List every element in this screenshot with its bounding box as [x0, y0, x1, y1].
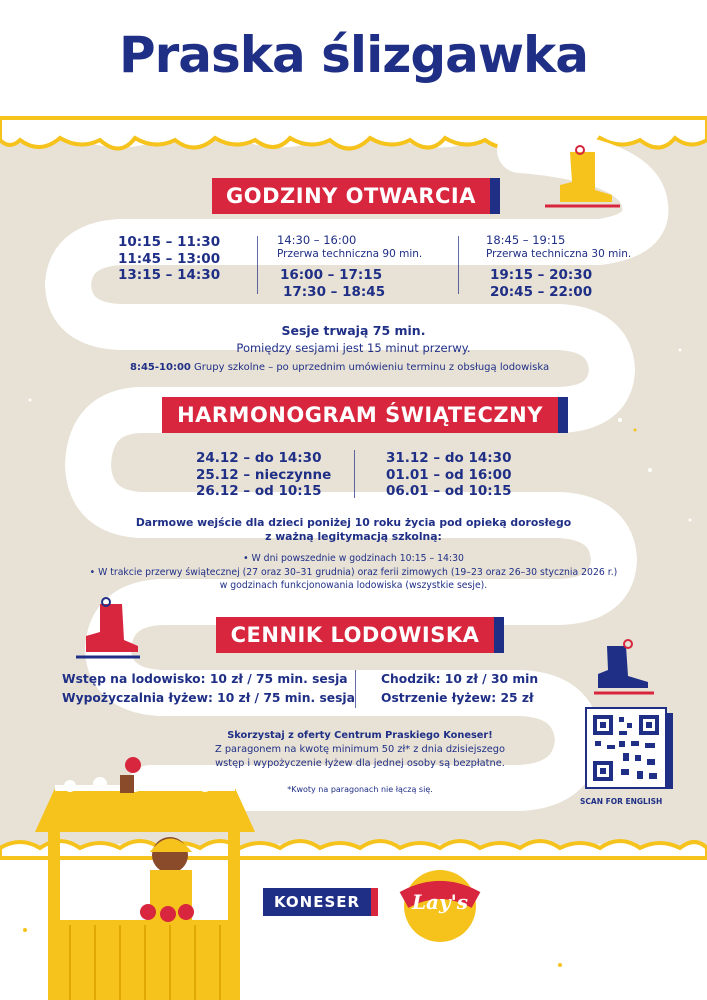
- school-groups: [130, 362, 549, 373]
- opening-col2-sessions: [280, 267, 385, 300]
- opening-col2-note: Przerwa techniczna 90 min.: [277, 248, 423, 260]
- promo-line1: Skorzystaj z oferty Centrum Praskiego Koneser!: [227, 730, 493, 741]
- price-item: Wstęp na lodowisko: 10 zł / 75 min. sesja: [62, 672, 348, 686]
- opening-hours-heading: GODZINY OTWARCIA: [226, 184, 476, 208]
- prices-divider: [355, 670, 356, 708]
- opening-divider-2: [458, 236, 459, 294]
- holiday-right-row: 31.12 – do 14:30: [386, 450, 512, 466]
- opening-col1: [118, 234, 220, 284]
- opening-col3-sessions: [490, 267, 592, 300]
- holiday-left-row: 25.12 – nieczynne: [196, 466, 332, 483]
- opening-divider-1: [257, 236, 258, 294]
- free-entry-bullet: • W dni powszednie w godzinach 10:15 – 14:30: [243, 553, 464, 564]
- opening-col3-row: 20:45 – 22:00: [490, 283, 593, 300]
- promo-footnote: *Kwoty na paragonach nie łączą się.: [287, 785, 433, 794]
- holiday-right: [386, 450, 511, 500]
- opening-col2: [277, 233, 422, 261]
- school-groups-text: Grupy szkolne – po uprzednim umówieniu terminu z obsługą lodowiska: [194, 362, 550, 373]
- opening-col3-row: 19:15 – 20:30: [490, 267, 593, 283]
- holiday-left-row: 24.12 – do 14:30: [196, 450, 322, 466]
- session-break: Pomiędzy sesjami jest 15 minut przerwy.: [236, 341, 471, 355]
- free-entry-bullet: • W trakcie przerwy świątecznej (27 oraz 30–31 grudnia) oraz ferii zimowych (19–23 oraz 26–30 stycznia 2026 r.): [89, 566, 618, 578]
- opening-col2-top: 14:30 – 16:00: [277, 233, 357, 247]
- qr-code[interactable]: [585, 707, 667, 789]
- opening-col1-row: 10:15 – 11:30: [118, 234, 221, 250]
- session-prefix: Sesje trwają: [281, 323, 373, 338]
- free-entry: [0, 516, 707, 544]
- qr-caption: SCAN FOR ENGLISH: [580, 797, 663, 806]
- koneser-logo: [263, 888, 371, 916]
- koneser-logo-text: KONESER: [273, 893, 361, 911]
- prices-right: [381, 670, 538, 708]
- opening-col3: [486, 233, 631, 261]
- prices-left: [62, 670, 355, 708]
- prices-banner: [216, 617, 494, 653]
- free-entry-line2: z ważną legitymacją szkolną:: [265, 530, 442, 543]
- opening-col1-row: 11:45 – 13:00: [118, 250, 221, 267]
- session-duration-value: 75 min.: [372, 323, 426, 338]
- opening-col3-top: 18:45 – 19:15: [486, 233, 566, 247]
- price-item: Wypożyczalnia łyżew: 10 zł / 75 min. sesja: [62, 691, 355, 705]
- holiday-left: [196, 450, 331, 500]
- holiday-left-row: 26.12 – od 10:15: [196, 483, 322, 499]
- qr-code-icon: [587, 709, 665, 787]
- holiday-divider: [354, 450, 355, 498]
- holiday-right-row: 01.01 – od 16:00: [386, 466, 512, 483]
- opening-hours-banner: [212, 178, 490, 214]
- opening-col3-note: Przerwa techniczna 30 min.: [486, 248, 632, 260]
- lays-logo: Lay's: [411, 890, 469, 914]
- price-item: Ostrzenie łyżew: 25 zł: [381, 691, 534, 705]
- free-entry-line1: Darmowe wejście dla dzieci poniżej 10 roku życia pod opieką dorosłego: [135, 516, 572, 529]
- school-groups-time: 8:45-10:00: [130, 362, 191, 373]
- opening-col2-row: 16:00 – 17:15: [280, 267, 383, 283]
- holiday-banner: [162, 397, 558, 433]
- promo-line2: Z paragonem na kwotę minimum 50 zł* z dnia dzisiejszego: [215, 744, 505, 755]
- session-duration: [0, 323, 707, 338]
- holiday-heading: HARMONOGRAM ŚWIĄTECZNY: [177, 403, 543, 427]
- free-entry-conditions: [0, 552, 707, 593]
- price-item: Chodzik: 10 zł / 30 min: [381, 672, 539, 686]
- page-title: Praska ślizgawka: [118, 26, 589, 84]
- holiday-right-row: 06.01 – od 10:15: [386, 483, 512, 499]
- prices-heading: CENNIK LODOWISKA: [230, 623, 480, 647]
- opening-col1-row: 13:15 – 14:30: [118, 267, 221, 283]
- free-entry-bullet-cont: w godzinach funkcjonowania lodowiska (wszystkie sesje).: [219, 580, 488, 591]
- opening-col2-row: 17:30 – 18:45: [283, 283, 386, 300]
- promo: [180, 729, 540, 771]
- promo-line3: wstęp i wypożyczenie łyżew dla jednej osoby są bezpłatne.: [215, 758, 505, 769]
